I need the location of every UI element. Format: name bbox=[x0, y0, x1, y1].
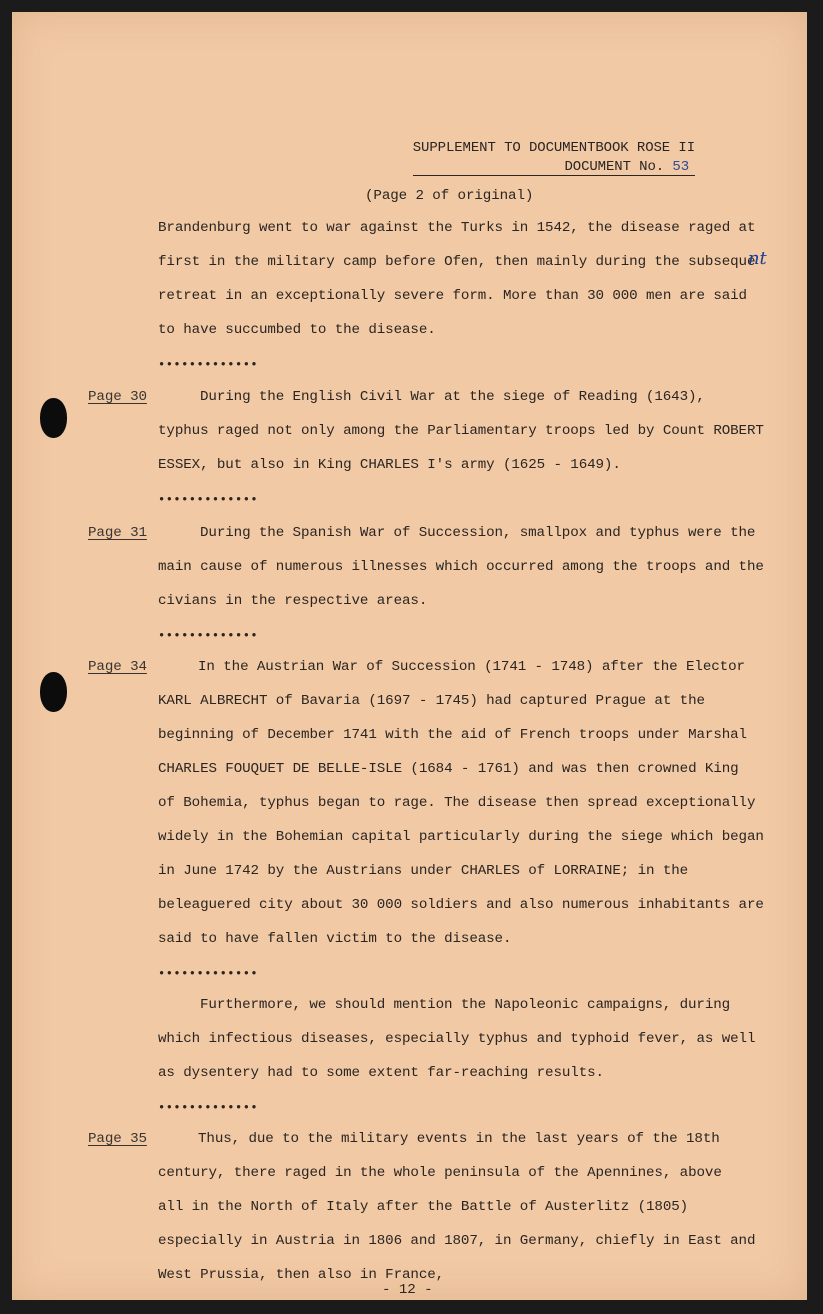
page35-line-1: Thus, due to the military events in the last years of the 18th bbox=[198, 1131, 720, 1147]
page-ref-34: Page 34 bbox=[88, 659, 147, 675]
document-page bbox=[12, 12, 807, 1300]
page35-line-2: century, there raged in the whole peninsula of the Apennines, above bbox=[158, 1165, 722, 1181]
page34-line-6: widely in the Bohemian capital particularly during the siege which began bbox=[158, 829, 764, 845]
page30-line-2: typhus raged not only among the Parliamentary troops led by Count ROBERT bbox=[158, 423, 764, 439]
page31-line-1: During the Spanish War of Succession, smallpox and typhus were the bbox=[200, 525, 756, 541]
page30-line-1: During the English Civil War at the siege of Reading (1643), bbox=[200, 389, 705, 405]
separator-1: ••••••••••••• bbox=[158, 358, 259, 372]
page35-line-4: especially in Austria in 1806 and 1807, in Germany, chiefly in East and bbox=[158, 1233, 756, 1249]
page31-line-3: civians in the respective areas. bbox=[158, 593, 428, 609]
page34-line-7: in June 1742 by the Austrians under CHARLES of LORRAINE; in the bbox=[158, 863, 689, 879]
typed-text bbox=[12, 12, 807, 1300]
page-ref-35: Page 35 bbox=[88, 1131, 147, 1147]
source-note: (Page 2 of original) bbox=[365, 188, 534, 204]
separator-4: ••••••••••••• bbox=[158, 967, 259, 981]
para1-line-4: to have succumbed to the disease. bbox=[158, 322, 436, 338]
separator-5: ••••••••••••• bbox=[158, 1101, 259, 1115]
separator-2: ••••••••••••• bbox=[158, 493, 259, 507]
separator-3: ••••••••••••• bbox=[158, 629, 259, 643]
page34-line-2: KARL ALBRECHT of Bavaria (1697 - 1745) had captured Prague at the bbox=[158, 693, 705, 709]
page34-line-3: beginning of December 1741 with the aid of French troops under Marshal bbox=[158, 727, 747, 743]
page34-line-4: CHARLES FOUQUET DE BELLE-ISLE (1684 - 1761) and was then crowned King bbox=[158, 761, 739, 777]
page34-line-1: In the Austrian War of Succession (1741 - 1748) after the Elector bbox=[198, 659, 745, 675]
document-number-handwritten: 53 bbox=[672, 159, 689, 175]
napoleonic-line-2: which infectious diseases, especially typhus and typhoid fever, as well bbox=[158, 1031, 756, 1047]
page-ref-30: Page 30 bbox=[88, 389, 147, 405]
header-document-number: DOCUMENT No. 53 bbox=[413, 159, 695, 176]
napoleonic-line-3: as dysentery had to some extent far-reaching results. bbox=[158, 1065, 604, 1081]
page35-line-3: all in the North of Italy after the Battle of Austerlitz (1805) bbox=[158, 1199, 689, 1215]
page35-line-5: West Prussia, then also in France, bbox=[158, 1267, 445, 1283]
page-number: - 12 - bbox=[382, 1282, 433, 1298]
page34-line-8: beleaguered city about 30 000 soldiers and also numerous inhabitants are bbox=[158, 897, 764, 913]
page34-line-5: of Bohemia, typhus began to rage. The disease then spread exceptionally bbox=[158, 795, 756, 811]
para1-line-2: first in the military camp before Ofen, then mainly during the subseque bbox=[158, 254, 756, 270]
document-header bbox=[413, 140, 695, 176]
page-ref-31: Page 31 bbox=[88, 525, 147, 541]
napoleonic-line-1: Furthermore, we should mention the Napoleonic campaigns, during bbox=[200, 997, 731, 1013]
handwritten-correction: nt bbox=[748, 248, 767, 269]
para1-line-1: Brandenburg went to war against the Turks in 1542, the disease raged at bbox=[158, 220, 756, 236]
header-title: SUPPLEMENT TO DOCUMENTBOOK ROSE II bbox=[412, 140, 695, 156]
page34-line-9: said to have fallen victim to the disease. bbox=[158, 931, 512, 947]
para1-line-3: retreat in an exceptionally severe form. More than 30 000 men are said bbox=[158, 288, 747, 304]
page31-line-2: main cause of numerous illnesses which occurred among the troops and the bbox=[158, 559, 764, 575]
page30-line-3: ESSEX, but also in King CHARLES I's army (1625 - 1649). bbox=[158, 457, 621, 473]
